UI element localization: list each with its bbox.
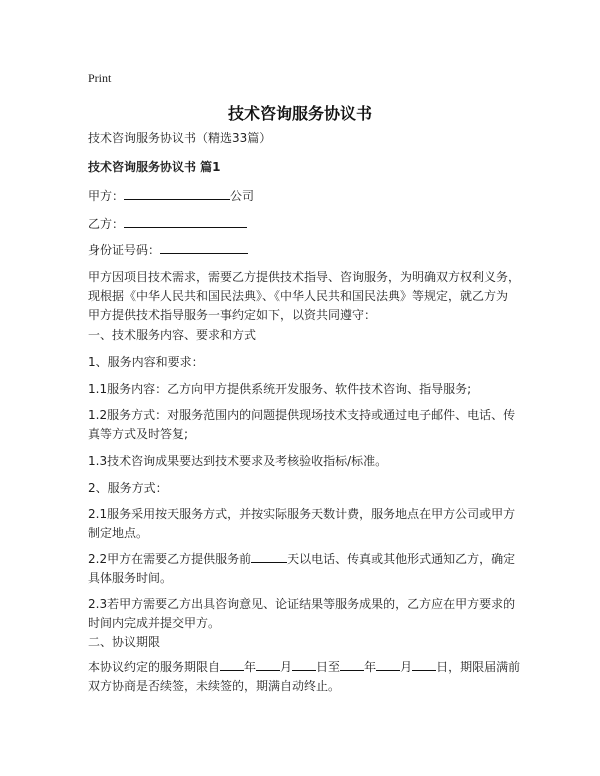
- clause-2-3-line: 2.3若甲方需要乙方出具咨询意见、论证结果等服务成果的，乙方应在甲方要求的: [88, 597, 516, 611]
- term-text-a: 本协议约定的服务期限自: [88, 660, 221, 674]
- term-line: [88, 657, 520, 677]
- party-a-label: 甲方：: [88, 189, 125, 203]
- term-end-year: 年: [364, 660, 377, 674]
- clause-1-1: 1.1服务内容：乙方向甲方提供系统开发服务、软件技术咨询、指导服务;: [88, 382, 472, 396]
- clause-2-1-line: 2.1服务采用按天服务方式，并按实际服务天数计费，服务地点在甲方公司或甲方: [88, 507, 516, 521]
- clause-2-2-text-b: 天以电话、传真或其他形式通知乙方，确定: [287, 552, 516, 566]
- start-day-blank: [292, 658, 316, 671]
- id-label: 身份证号码：: [88, 243, 161, 257]
- term-end-month: 月: [400, 660, 413, 674]
- section-heading: 技术咨询服务协议书 篇1: [88, 160, 221, 174]
- clause-2-1-line: 制定地点。: [88, 526, 149, 540]
- days-blank: [251, 550, 287, 563]
- party-b-line: [88, 214, 247, 234]
- clause-1-3: 1.3技术咨询成果要达到技术要求及考核验收指标/标准。: [88, 454, 388, 468]
- party-a-suffix: 公司: [230, 189, 255, 203]
- party-b-blank: [124, 215, 247, 228]
- intro-line: 甲方因项目技术需求，需要乙方提供技术指导、咨询服务，为明确双方权利义务，: [88, 270, 521, 284]
- clause-1-2-line: 真等方式及时答复;: [88, 427, 189, 441]
- clause-2-3-line: 时间内完成并提交甲方。: [88, 616, 221, 630]
- clause-2-2-line: [88, 549, 515, 569]
- term-line-2: 双方协商是否续签，未续签的，期满自动终止。: [88, 679, 341, 693]
- party-a-blank: [124, 187, 230, 200]
- start-year-blank: [220, 658, 244, 671]
- document-title: 技术咨询服务协议书: [227, 104, 372, 123]
- party-b-label: 乙方：: [88, 217, 125, 231]
- clause-2-2-line: 具体服务时间。: [88, 571, 173, 585]
- end-year-blank: [340, 658, 364, 671]
- print-label[interactable]: Print: [88, 71, 112, 85]
- term-end-day: 日，期限届满前: [436, 660, 521, 674]
- term-month: 月: [280, 660, 293, 674]
- end-day-blank: [412, 658, 436, 671]
- heading-1-2: 2、服务方式：: [88, 481, 168, 495]
- end-month-blank: [376, 658, 400, 671]
- heading-2: 二、协议期限: [88, 635, 161, 649]
- clause-2-2-text-a: 2.2甲方在需要乙方提供服务前: [88, 552, 252, 566]
- start-month-blank: [256, 658, 280, 671]
- intro-line: 现根据《中华人民共和国民法典》、《中华人民共和国民法典》等规定，就乙方为: [88, 289, 509, 303]
- heading-1-1: 1、服务内容和要求：: [88, 355, 204, 369]
- clause-1-2-line: 1.2服务方式：对服务范围内的问题提供现场技术支持或通过电子邮件、电话、传: [88, 408, 516, 422]
- party-a-line: [88, 186, 254, 206]
- heading-1: 一、技术服务内容、要求和方式: [88, 328, 257, 342]
- document-subtitle: 技术咨询服务协议书（精选33篇）: [88, 131, 272, 145]
- term-day-to: 日至: [316, 660, 341, 674]
- intro-line: 甲方提供技术指导服务一事约定如下，以资共同遵守：: [88, 308, 377, 322]
- id-blank: [160, 241, 248, 254]
- id-line: [88, 240, 248, 260]
- term-year: 年: [244, 660, 257, 674]
